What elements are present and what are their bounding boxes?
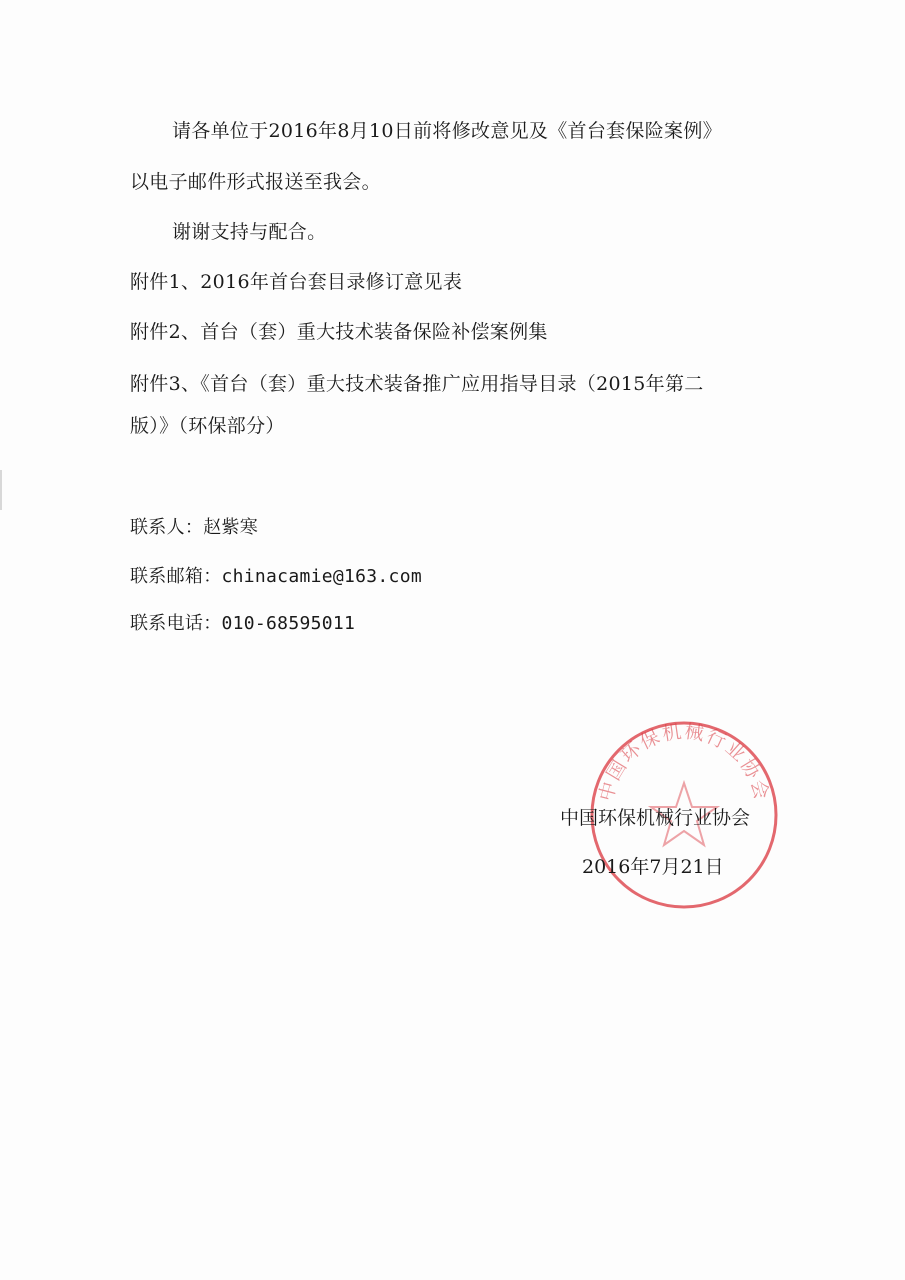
- attachment-2: 附件2、首台（套）重大技术装备保险补偿案例集: [130, 321, 548, 343]
- contact-phone: 联系电话：010-68595011: [130, 613, 356, 634]
- signature-organization: 中国环保机械行业协会: [560, 807, 751, 829]
- paragraph-request: 请各单位于2016年8月10日前将修改意见及《首台套保险案例》: [172, 120, 722, 142]
- paragraph-request-continued: 以电子邮件形式报送至我会。: [130, 171, 381, 193]
- signature-date: 2016年7月21日: [582, 856, 724, 878]
- scan-edge-mark: [0, 470, 2, 510]
- contact-email: 联系邮箱：chinacamie@163.com: [130, 566, 422, 587]
- seal-text: 中国环保机械行业协会: [595, 720, 773, 804]
- contact-person: 联系人：赵紫寒: [130, 517, 259, 538]
- paragraph-thanks: 谢谢支持与配合。: [172, 221, 327, 243]
- svg-text:中国环保机械行业协会: [595, 721, 773, 804]
- attachment-1: 附件1、2016年首台套目录修订意见表: [130, 271, 463, 293]
- attachment-3-continued: 版）》（环保部分）: [130, 415, 285, 437]
- attachment-3: 附件3、《首台（套）重大技术装备推广应用指导目录（2015年第二: [130, 373, 704, 395]
